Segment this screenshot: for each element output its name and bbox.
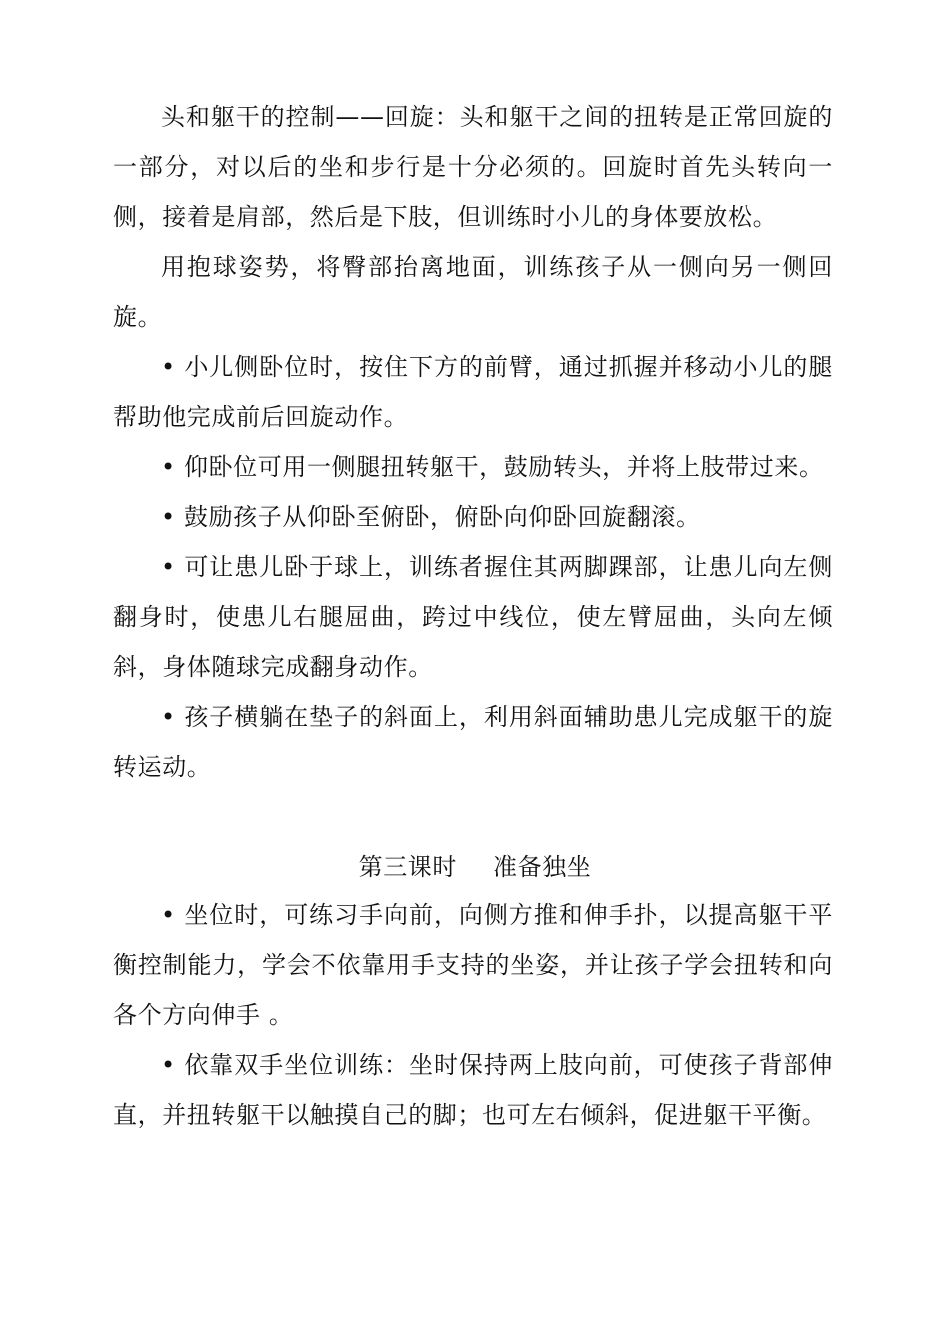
bullet-supine: • 仰卧位可用一侧腿扭转躯干，鼓励转头，并将上肢带过来。 (161, 453, 824, 481)
section-heading (0, 842, 950, 892)
paragraph-ball-posture: 用抱球姿势，将臀部抬离地面，训练孩子从一侧向另一侧回旋。 (113, 253, 833, 331)
section-title: 第三课时 (358, 853, 457, 881)
bullet-ball-rolling: • 可让患儿卧于球上，训练者握住其两脚踝部，让患儿向左侧翻身时，使患儿右腿屈曲，跨过中线位，使左臂屈曲，头向左倾斜，身体随球完成翻身动作。 (113, 553, 833, 681)
bullet-side-lying: • 小儿侧卧位时，按住下方的前臂，通过抓握并移动小儿的腿帮助他完成前后回旋动作。 (113, 353, 833, 431)
section-subtitle: 准备独坐 (493, 853, 592, 881)
bullet-rolling: • 鼓励孩子从仰卧至俯卧，俯卧向仰卧回旋翻滚。 (161, 503, 701, 531)
paragraph-trunk-control: 头和躯干的控制——回旋：头和躯干之间的扭转是正常回旋的一部分，对以后的坐和步行是十分必须的。回旋时首先头转向一侧，接着是肩部，然后是下肢，但训练时小儿的身体要放松。 (113, 103, 833, 231)
bullet-sitting-reach: • 坐位时，可练习手向前，向侧方推和伸手扑，以提高躯干平衡控制能力，学会不依靠用手支持的坐姿，并让孩子学会扭转和向各个方向伸手 。 (113, 901, 833, 1029)
bullet-wedge-mat: • 孩子横躺在垫子的斜面上，利用斜面辅助患儿完成躯干的旋转运动。 (113, 703, 833, 781)
bullet-hand-support-sitting: • 依靠双手坐位训练：坐时保持两上肢向前，可使孩子背部伸直，并扭转躯干以触摸自己的脚；也可左右倾斜，促进躯干平衡。 (113, 1051, 833, 1129)
